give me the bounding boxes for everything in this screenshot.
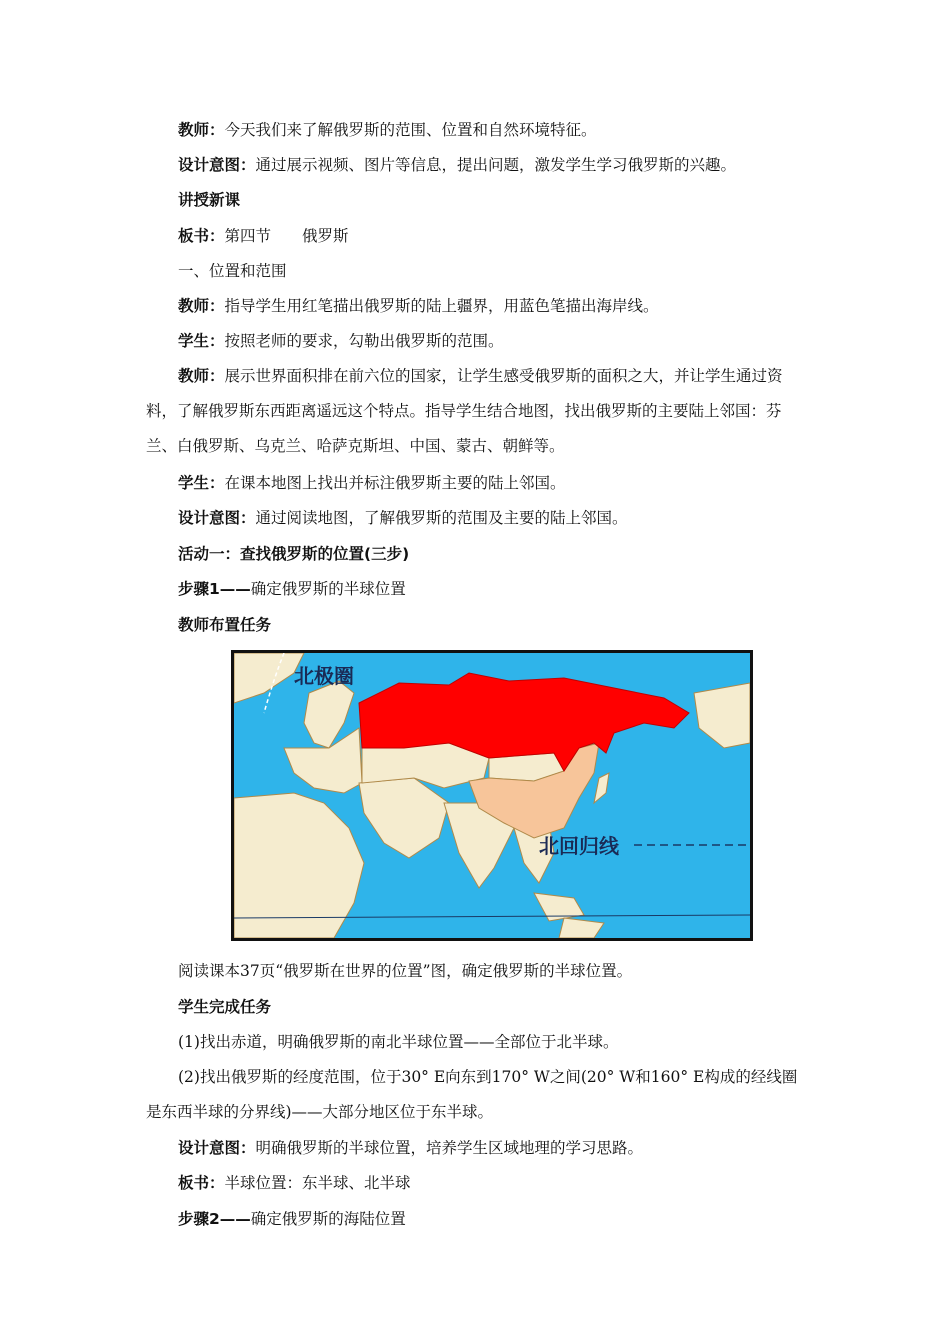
paragraph-step-a: (1)找出赤道，明确俄罗斯的南北半球位置——全部位于北半球。 (178, 1033, 619, 1051)
paragraph-design-intent-3 (178, 1138, 950, 1158)
text: 展示世界面积排在前六位的国家，让学生感受俄罗斯的面积之大，并让学生通过资料，了解俄罗斯东西距离遥远这个特点。指导学生结合地图，找出俄罗斯的主要陆上邻国：芬兰、白俄罗斯、乌克兰、哈萨克斯坦、中国、蒙古、朝鲜等。 (146, 367, 783, 455)
text: 指导学生用红笔描出俄罗斯的陆上疆界，用蓝色笔描出海岸线。 (224, 297, 659, 315)
paragraph-student-1 (178, 331, 950, 351)
text: 按照老师的要求，勾勒出俄罗斯的范围。 (224, 332, 504, 350)
text: 确定俄罗斯的海陆位置 (250, 1210, 406, 1228)
label-design-intent: 设计意图： (178, 156, 256, 174)
paragraph-step-1 (178, 579, 950, 599)
label-design-intent: 设计意图： (178, 509, 256, 527)
text: 通过阅读地图，了解俄罗斯的范围及主要的陆上邻国。 (255, 509, 628, 527)
label-step: 步骤2—— (178, 1210, 251, 1228)
label-student: 学生： (178, 332, 225, 350)
paragraph-read-textbook: 阅读课本37页“俄罗斯在世界的位置”图，确定俄罗斯的半球位置。 (178, 962, 633, 980)
label-teacher: 教师： (178, 297, 225, 315)
text: 确定俄罗斯的半球位置 (250, 580, 406, 598)
paragraph-design-intent-2 (178, 508, 950, 528)
label-design-intent: 设计意图： (178, 1139, 256, 1157)
paragraph-board-1 (178, 226, 950, 246)
map-graphic (234, 653, 750, 938)
paragraph-teacher-area (146, 359, 810, 464)
paragraph-teacher-intro (178, 120, 950, 140)
text: 在课本地图上找出并标注俄罗斯主要的陆上邻国。 (224, 474, 566, 492)
heading-activity-one: 活动一：查找俄罗斯的位置(三步) (178, 545, 410, 563)
paragraph-design-intent-1 (178, 155, 950, 175)
label-teacher: 教师： (178, 367, 225, 385)
label-board: 板书： (178, 227, 225, 245)
label-teacher: 教师： (178, 121, 225, 139)
heading-new-lesson: 讲授新课 (178, 191, 241, 209)
paragraph-step-2 (178, 1209, 950, 1229)
text: 通过展示视频、图片等信息，提出问题，激发学生学习俄罗斯的兴趣。 (255, 156, 737, 174)
paragraph-teacher-guide (178, 296, 950, 316)
text: 明确俄罗斯的半球位置，培养学生区域地理的学习思路。 (255, 1139, 644, 1157)
label-board: 板书： (178, 1174, 225, 1192)
paragraph-step-b: (2)找出俄罗斯的经度范围，位于30° E向东到170° W之间(20° W和160° E构成的经线圈是东西半球的分界线)——大部分地区位于东半球。 (146, 1068, 798, 1121)
arctic-circle-label: 北极圈 (294, 664, 354, 688)
paragraph-board-2 (178, 1173, 950, 1193)
text: 半球位置：东半球、北半球 (224, 1174, 411, 1192)
russia-location-map (231, 650, 753, 941)
tropic-label: 北回归线 (539, 834, 619, 858)
heading-teacher-task: 教师布置任务 (178, 616, 272, 634)
heading-student-task: 学生完成任务 (178, 998, 272, 1016)
label-step: 步骤1—— (178, 580, 251, 598)
label-student: 学生： (178, 474, 225, 492)
section-title-location: 一、位置和范围 (178, 262, 287, 280)
text: 今天我们来了解俄罗斯的范围、位置和自然环境特征。 (224, 121, 597, 139)
text: 第四节 俄罗斯 (224, 227, 349, 245)
paragraph-student-2 (178, 473, 950, 493)
